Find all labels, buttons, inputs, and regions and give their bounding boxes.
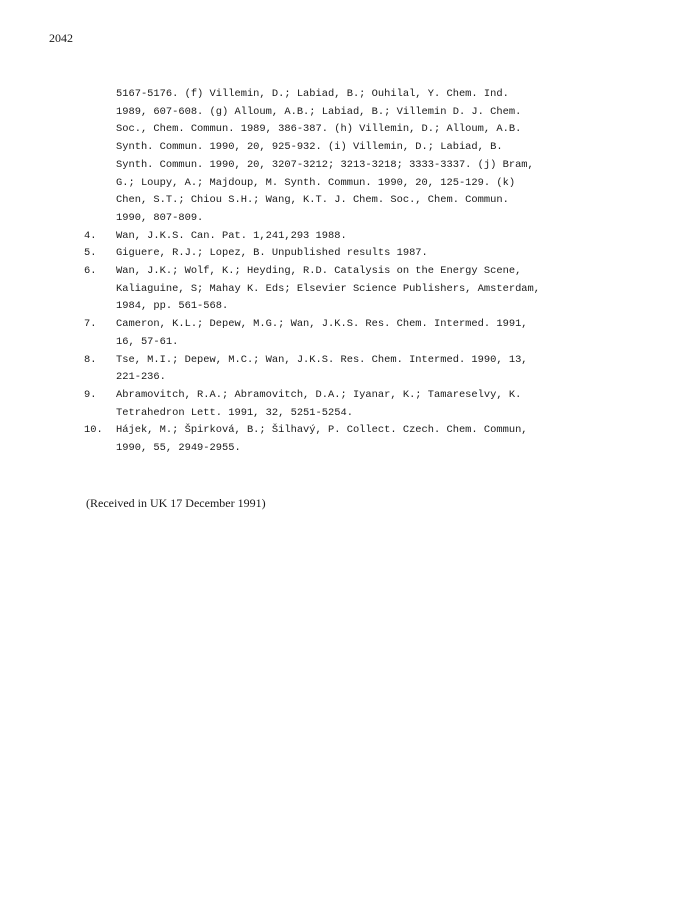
reference-number: 4. (84, 229, 97, 242)
reference-line: Wan, J.K.S. Can. Pat. 1,241,293 1988. (116, 229, 347, 242)
reference-number: 10. (84, 424, 103, 437)
reference-line: 16, 57-61. (116, 335, 179, 348)
reference-line: Hájek, M.; Špirková, B.; Šilhavý, P. Collect. Czech. Chem. Commun, (116, 424, 528, 437)
reference-number (84, 86, 116, 228)
reference-line: Kaliaguine, S; Mahay K. Eds; Elsevier Science Publishers, Amsterdam, (116, 282, 541, 295)
reference-line: 1990, 807-809. (116, 211, 204, 224)
reference-line: 5167-5176. (f) Villemin, D.; Labiad, B.; Ouhilal, Y. Chem. Ind. (116, 88, 509, 100)
reference-line: Giguere, R.J.; Lopez, B. Unpublished results 1987. (116, 247, 428, 260)
reference-number: 7. (84, 318, 97, 331)
reference-number: 9. (84, 388, 97, 401)
reference-line: 1984, pp. 561-568. (116, 300, 229, 313)
reference-line: 221-236. (116, 371, 166, 384)
page-number: 2042 (49, 31, 73, 45)
reference-line: Synth. Commun. 1990, 20, 3207-3212; 3213-3218; 3333-3337. (j) Bram, (116, 158, 534, 171)
reference-line: Wan, J.K.; Wolf, K.; Heyding, R.D. Catalysis on the Energy Scene, (116, 265, 522, 278)
reference-item (84, 228, 624, 246)
reference-line: Abramovitch, R.A.; Abramovitch, D.A.; Iyanar, K.; Tamareselvy, K. (116, 388, 522, 401)
received-note: (Received in UK 17 December 1991) (86, 496, 266, 510)
reference-line: Soc., Chem. Commun. 1989, 386-387. (h) Villemin, D.; Alloum, A.B. (116, 123, 522, 136)
reference-item (84, 387, 624, 422)
reference-number: 8. (84, 353, 97, 366)
reference-number: 5. (84, 247, 97, 260)
reference-line: 1990, 55, 2949-2955. (116, 442, 241, 455)
reference-line: 1989, 607-608. (g) Alloum, A.B.; Labiad, B.; Villemin D. J. Chem. (116, 105, 522, 118)
reference-item (84, 316, 624, 351)
reference-item (84, 263, 624, 316)
reference-line: Tse, M.I.; Depew, M.C.; Wan, J.K.S. Res. Chem. Intermed. 1990, 13, (116, 353, 528, 366)
reference-list (84, 86, 624, 458)
reference-item (84, 422, 624, 457)
reference-line: Synth. Commun. 1990, 20, 925-932. (i) Villemin, D.; Labiad, B. (116, 141, 503, 154)
reference-line: Tetrahedron Lett. 1991, 32, 5251-5254. (116, 406, 353, 419)
reference-number: 6. (84, 265, 97, 278)
reference-line: G.; Loupy, A.; Majdoup, M. Synth. Commun. 1990, 20, 125-129. (k) (116, 176, 516, 189)
reference-item (84, 245, 624, 263)
reference-item (84, 352, 624, 387)
reference-item (84, 86, 624, 228)
reference-line: Cameron, K.L.; Depew, M.G.; Wan, J.K.S. Res. Chem. Intermed. 1991, (116, 318, 528, 331)
reference-line: Chen, S.T.; Chiou S.H.; Wang, K.T. J. Chem. Soc., Chem. Commun. (116, 194, 509, 207)
